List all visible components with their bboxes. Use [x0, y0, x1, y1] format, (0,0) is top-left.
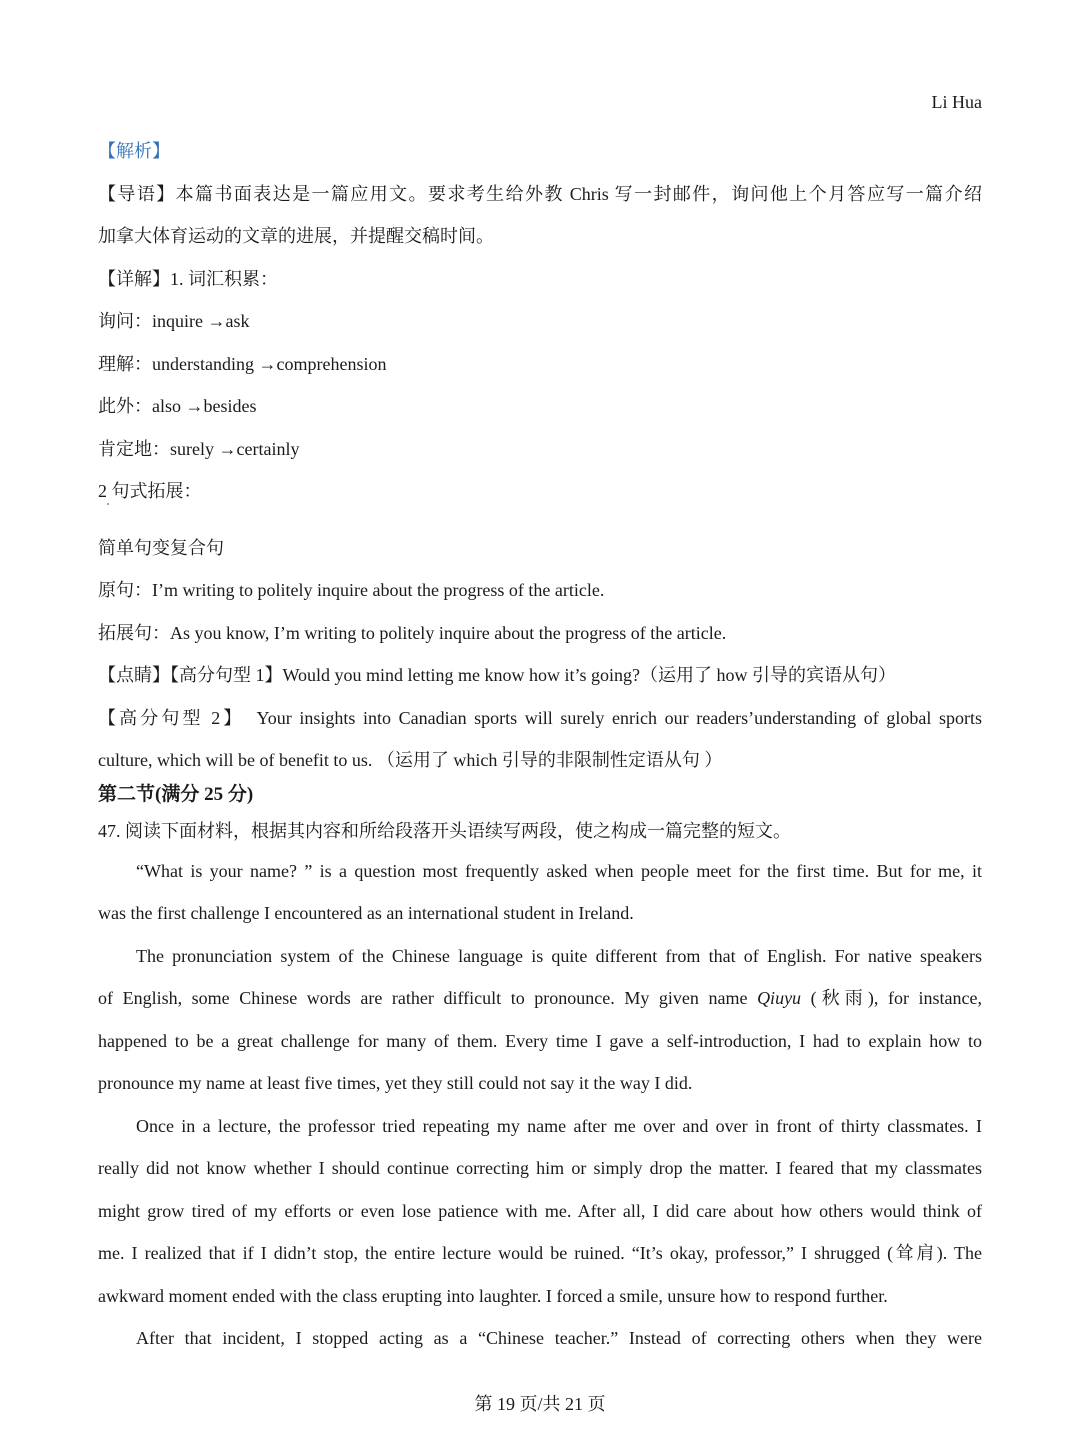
- page-number-footer: 第 19 页/共 21 页: [474, 1394, 606, 1414]
- simple-to-complex-label: 简单句变复合句: [98, 537, 224, 558]
- highlight-sentence-1: 【点睛】【高分句型 1】Would you mind letting me know how it’s going?（运用了 how 引导的宾语从句）: [98, 665, 897, 685]
- intro-line-2: 加拿大体育运动的文章的进展，并提醒交稿时间。: [98, 226, 494, 246]
- passage-line: After that incident, I stopped acting as a “Chinese teacher.” Instead of correcting others when they were: [136, 1328, 982, 1348]
- vocab-item: 询问：inquire →ask: [98, 311, 250, 331]
- signature: Li Hua: [931, 92, 982, 112]
- passage-line: [98, 977, 982, 1020]
- passage-line: happened to be a great challenge for many of them. Every time I gave a self-introduction, I had to explain how to: [98, 1030, 982, 1051]
- passage-paragraph-3: [98, 1105, 982, 1318]
- analysis-tag: 【解析】: [98, 141, 170, 161]
- intro-line-1: 【导语】本篇书面表达是一篇应用文。要求考生给外教 Chris 写一封邮件，询问他上个月答应写一篇介绍: [98, 183, 982, 204]
- passage-line: awkward moment ended with the class erupting into laughter. I forced a smile, unsure how to respond further.: [98, 1285, 888, 1306]
- passage-line: “What is your name? ” is a question most frequently asked when people meet for the first time. But for me, it: [136, 860, 982, 881]
- question-47-prompt: 47. 阅读下面材料，根据其内容和所给段落开头语续写两段，使之构成一篇完整的短文。: [98, 820, 791, 841]
- given-name: Qiuyu: [757, 988, 802, 1008]
- passage-text: of English, some Chinese words are rather difficult to pronounce. My given name: [98, 988, 758, 1008]
- passage-line: really did not know whether I should continue correcting him or simply drop the matter. I feared that my classmates: [98, 1158, 982, 1178]
- passage-text: (秋雨), for instance,: [801, 988, 982, 1008]
- sentence-heading: 2 句式拓展：: [98, 481, 202, 501]
- original-sentence: 原句：I’m writing to politely inquire about the progress of the article.: [98, 580, 605, 600]
- section-heading: 第二节(满分 25 分): [98, 783, 254, 805]
- passage-paragraph-2: [98, 935, 982, 1105]
- vocab-item: 肯定地：surely →certainly: [98, 438, 300, 459]
- highlight-sentence-2-line-2: culture, which will be of benefit to us. （运用了 which 引导的非限制性定语从句 ）: [98, 750, 723, 770]
- passage-line: might grow tired of my efforts or even lose patience with me. After all, I did care about how others would think of: [98, 1200, 982, 1221]
- passage-line: was the first challenge I encountered as an international student in Ireland.: [98, 903, 634, 923]
- passage-paragraph-4: [98, 1317, 982, 1360]
- vocab-item: 理解：understanding →comprehension: [98, 353, 387, 374]
- detail-heading: 【详解】1. 词汇积累：: [98, 268, 278, 289]
- vocab-item: 此外：also →besides: [98, 396, 257, 416]
- passage-line: pronounce my name at least five times, yet they still could not say it the way I did.: [98, 1073, 693, 1093]
- passage-line: me. I realized that if I didn’t stop, the entire lecture would be ruined. “It’s okay, professor,” I shrugged (耸肩). The: [98, 1243, 982, 1263]
- expanded-sentence: 拓展句：As you know, I’m writing to politely inquire about the progress of the article.: [98, 622, 727, 643]
- passage-line: The pronunciation system of the Chinese language is quite different from that of English. For native speakers: [136, 945, 982, 966]
- highlight-sentence-2-line-1: 【高分句型 2】 Your insights into Canadian sports will surely enrich our readers’understanding of global sports: [98, 707, 982, 728]
- page-content: [98, 130, 982, 1360]
- passage-line: Once in a lecture, the professor tried repeating my name after me over and over in front of thirty classmates. I: [136, 1115, 982, 1136]
- passage-paragraph-1: [98, 850, 982, 935]
